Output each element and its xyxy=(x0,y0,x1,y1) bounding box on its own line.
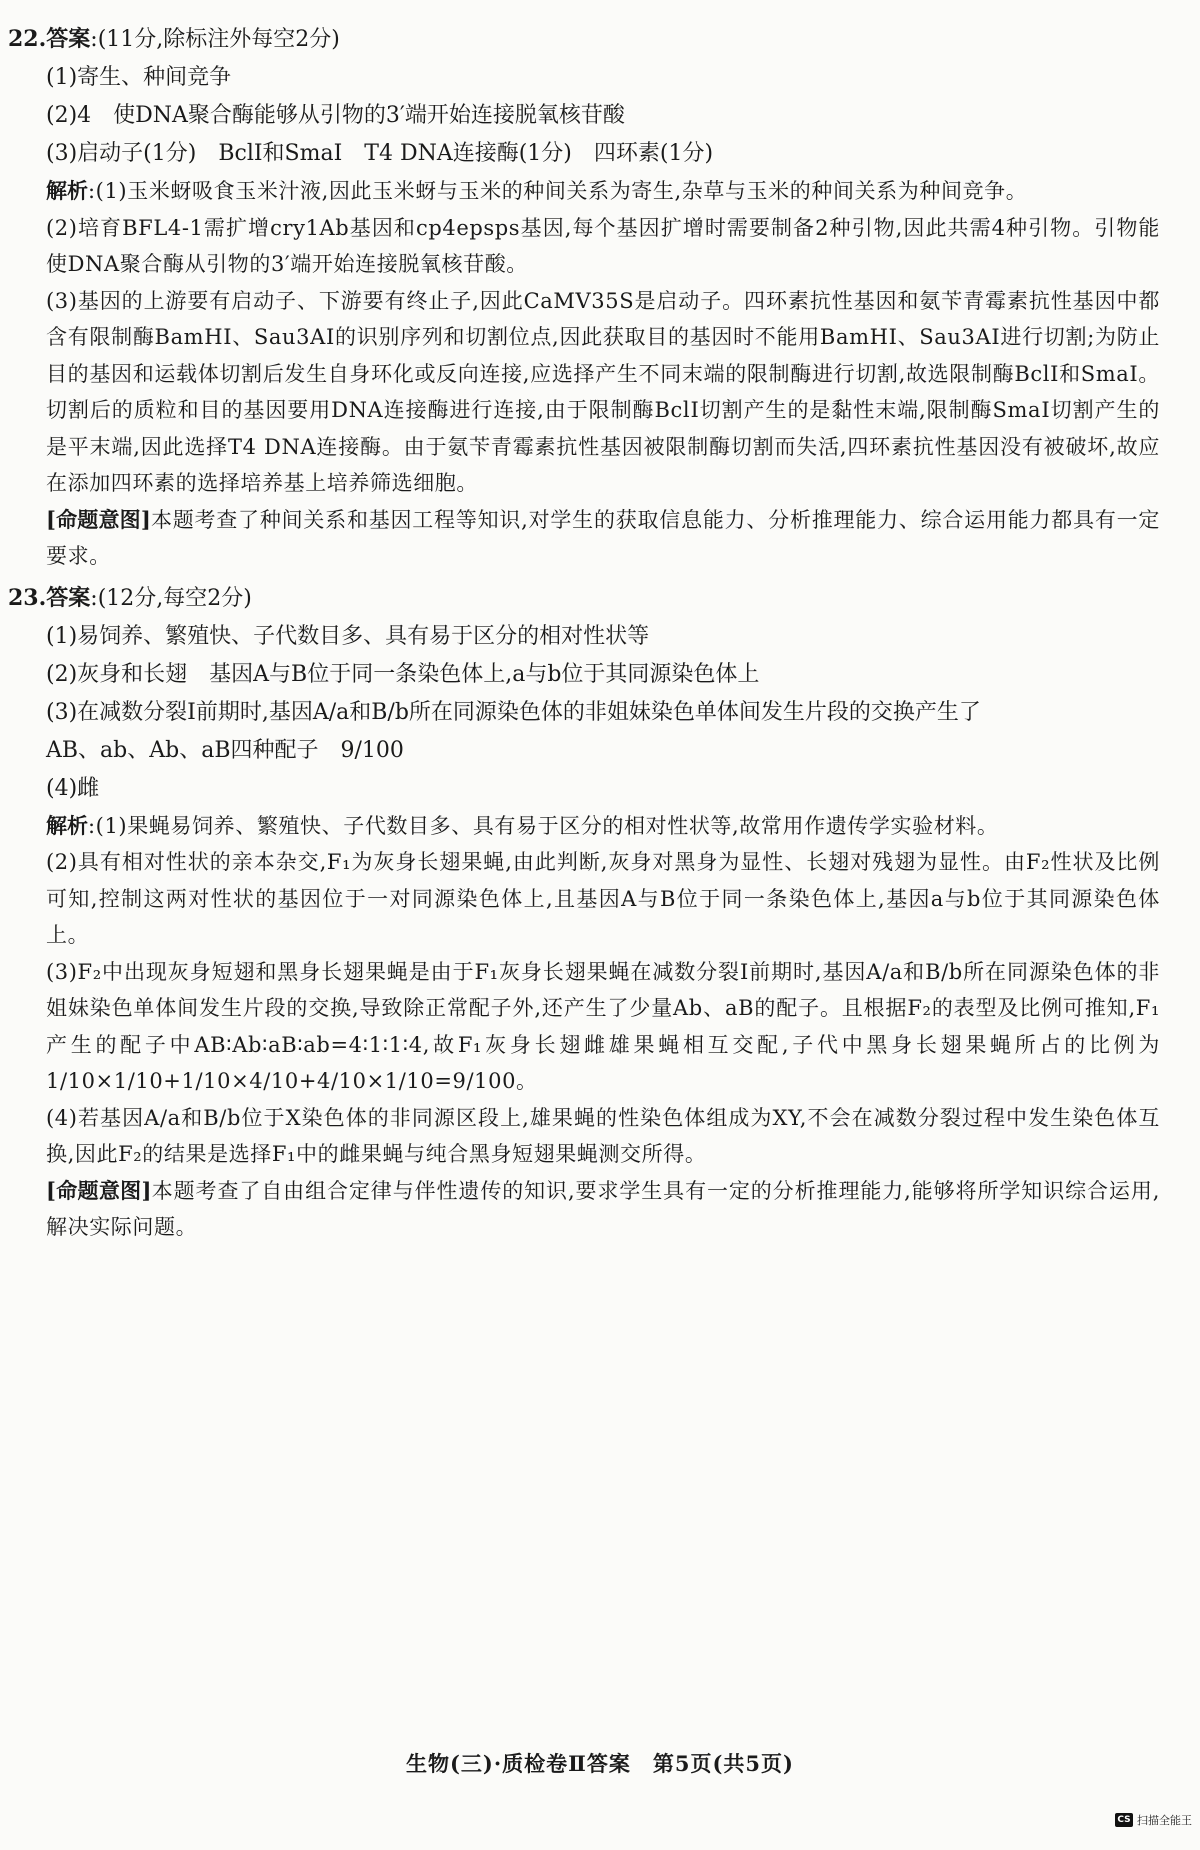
question-23 xyxy=(8,579,1160,1246)
answer-line: AB、ab、Ab、aB四种配子 9/100 xyxy=(46,737,404,763)
answer-line: (4)雌 xyxy=(46,775,100,801)
analysis-label: 解析 xyxy=(46,178,88,203)
page-footer: 生物(三)·质检卷Ⅱ答案 第5页(共5页) xyxy=(406,1751,794,1776)
answer-line: (2)灰身和长翅 基因A与B位于同一条染色体上,a与b位于其同源染色体上 xyxy=(46,661,760,687)
question-23-header xyxy=(8,579,1160,618)
answer-line: (2)4 使DNA聚合酶能够从引物的3′端开始连接脱氧核苷酸 xyxy=(46,103,625,128)
camscanner-logo-icon: CS xyxy=(1115,1813,1133,1827)
analysis-paragraph: (3)基因的上游要有启动子、下游要有终止子,因此CaMV35S是启动子。四环素抗性基因和氨苄青霉素抗性基因中都含有限制酶BamHⅠ、Sau3AⅠ的识别序列和切割位点,因此获取目的基因时不能用BamHⅠ、Sau3AⅠ进行切割;为防止目的基因和运载体切割后发生自身环化或反向连接,应选择产生不同末端的限制酶进行切割,故选限制酶BclⅠ和SmaⅠ。切割后的质粒和目的基因要用DNA连接酶进行连接,由于限制酶BclⅠ切割产生的是黏性末端,限制酶SmaⅠ切割产生的是平末端,因此选择T4 DNA连接酶。由于氨苄青霉素抗性基因被限制酶切割而失活,四环素抗性基因没有被破坏,故应在添加四环素的选择培养基上培养筛选细胞。 xyxy=(46,288,1161,495)
answer-line: (1)易饲养、繁殖快、子代数目多、具有易于区分的相对性状等 xyxy=(46,623,650,649)
intent-label: [命题意图] xyxy=(46,506,151,532)
intent-label: [命题意图] xyxy=(46,1177,152,1203)
answer-line: (3)在减数分裂Ⅰ前期时,基因A/a和B/b所在同源染色体的非姐妹染色单体间发生片段的交换产生了 xyxy=(46,699,981,725)
analysis-paragraph: (3)F₂中出现灰身短翅和黑身长翅果蝇是由于F₁灰身长翅果蝇在减数分裂Ⅰ前期时,基因A/a和B/b所在同源染色体的非姐妹染色单体间发生片段的交换,导致除正常配子外,还产生了少量Ab、aB的配子。且根据F₂的表型及比例可推知,F₁产生的配子中AB∶Ab∶aB∶ab=4∶1∶1∶4,故F₁灰身长翅雌雄果蝇相互交配,子代中黑身长翅果蝇所占的比例为1/10×1/10+1/10×4/10+4/10×1/10=9/100。 xyxy=(46,959,1160,1093)
question-22-header xyxy=(8,20,1160,59)
analysis-paragraph: (4)若基因A/a和B/b位于X染色体的非同源区段上,雄果蝇的性染色体组成为XY,不会在减数分裂过程中发生染色体互换,因此F₂的结果是选择F₁中的雌果蝇与纯合黑身短翅果蝇测交所得。 xyxy=(46,1105,1160,1166)
intent-paragraph xyxy=(8,1173,1160,1246)
answer-line: (3)启动子(1分) BclⅠ和SmaⅠ T4 DNA连接酶(1分) 四环素(1分) xyxy=(46,141,714,166)
intent-paragraph xyxy=(8,502,1160,575)
analysis-paragraph xyxy=(8,173,1160,210)
analysis-paragraph: (2)具有相对性状的亲本杂交,F₁为灰身长翅果蝇,由此判断,灰身对黑身为显性、长翅对残翅为显性。由F₂性状及比例可知,控制这两对性状的基因位于一对同源染色体上,且基因A与B位于同一条染色体上,基因a与b位于其同源染色体上。 xyxy=(46,850,1160,947)
question-22 xyxy=(8,20,1160,575)
answer-label: 答案 xyxy=(46,584,91,611)
score-note: :(11分,除标注外每空2分) xyxy=(90,27,340,52)
analysis-text: :(1)玉米蚜吸食玉米汁液,因此玉米蚜与玉米的种间关系为寄生,杂草与玉米的种间关系为种间竞争。 xyxy=(88,179,1028,203)
scanner-watermark xyxy=(1115,1812,1192,1828)
intent-text: 本题考查了种间关系和基因工程等知识,对学生的获取信息能力、分析推理能力、综合运用能力都具有一定要求。 xyxy=(46,507,1160,568)
answer-label: 答案 xyxy=(46,26,91,52)
question-number: 22. xyxy=(8,26,47,52)
scanner-text: 扫描全能王 xyxy=(1137,1814,1192,1827)
intent-text: 本题考查了自由组合定律与伴性遗传的知识,要求学生具有一定的分析推理能力,能够将所学知识综合运用,解决实际问题。 xyxy=(46,1178,1161,1239)
analysis-paragraph: (2)培育BFL4-1需扩增cry1Ab基因和cp4epsps基因,每个基因扩增时需要制备2种引物,因此共需4种引物。引物能使DNA聚合酶从引物的3′端开始连接脱氧核苷酸。 xyxy=(46,215,1160,276)
analysis-text: :(1)果蝇易饲养、繁殖快、子代数目多、具有易于区分的相对性状等,故常用作遗传学实验材料。 xyxy=(88,813,999,838)
analysis-paragraph xyxy=(8,808,1160,845)
score-note: :(12分,每空2分) xyxy=(90,585,252,611)
answer-line: (1)寄生、种间竞争 xyxy=(46,65,232,90)
question-number: 23. xyxy=(8,584,47,611)
analysis-label: 解析 xyxy=(46,812,88,838)
